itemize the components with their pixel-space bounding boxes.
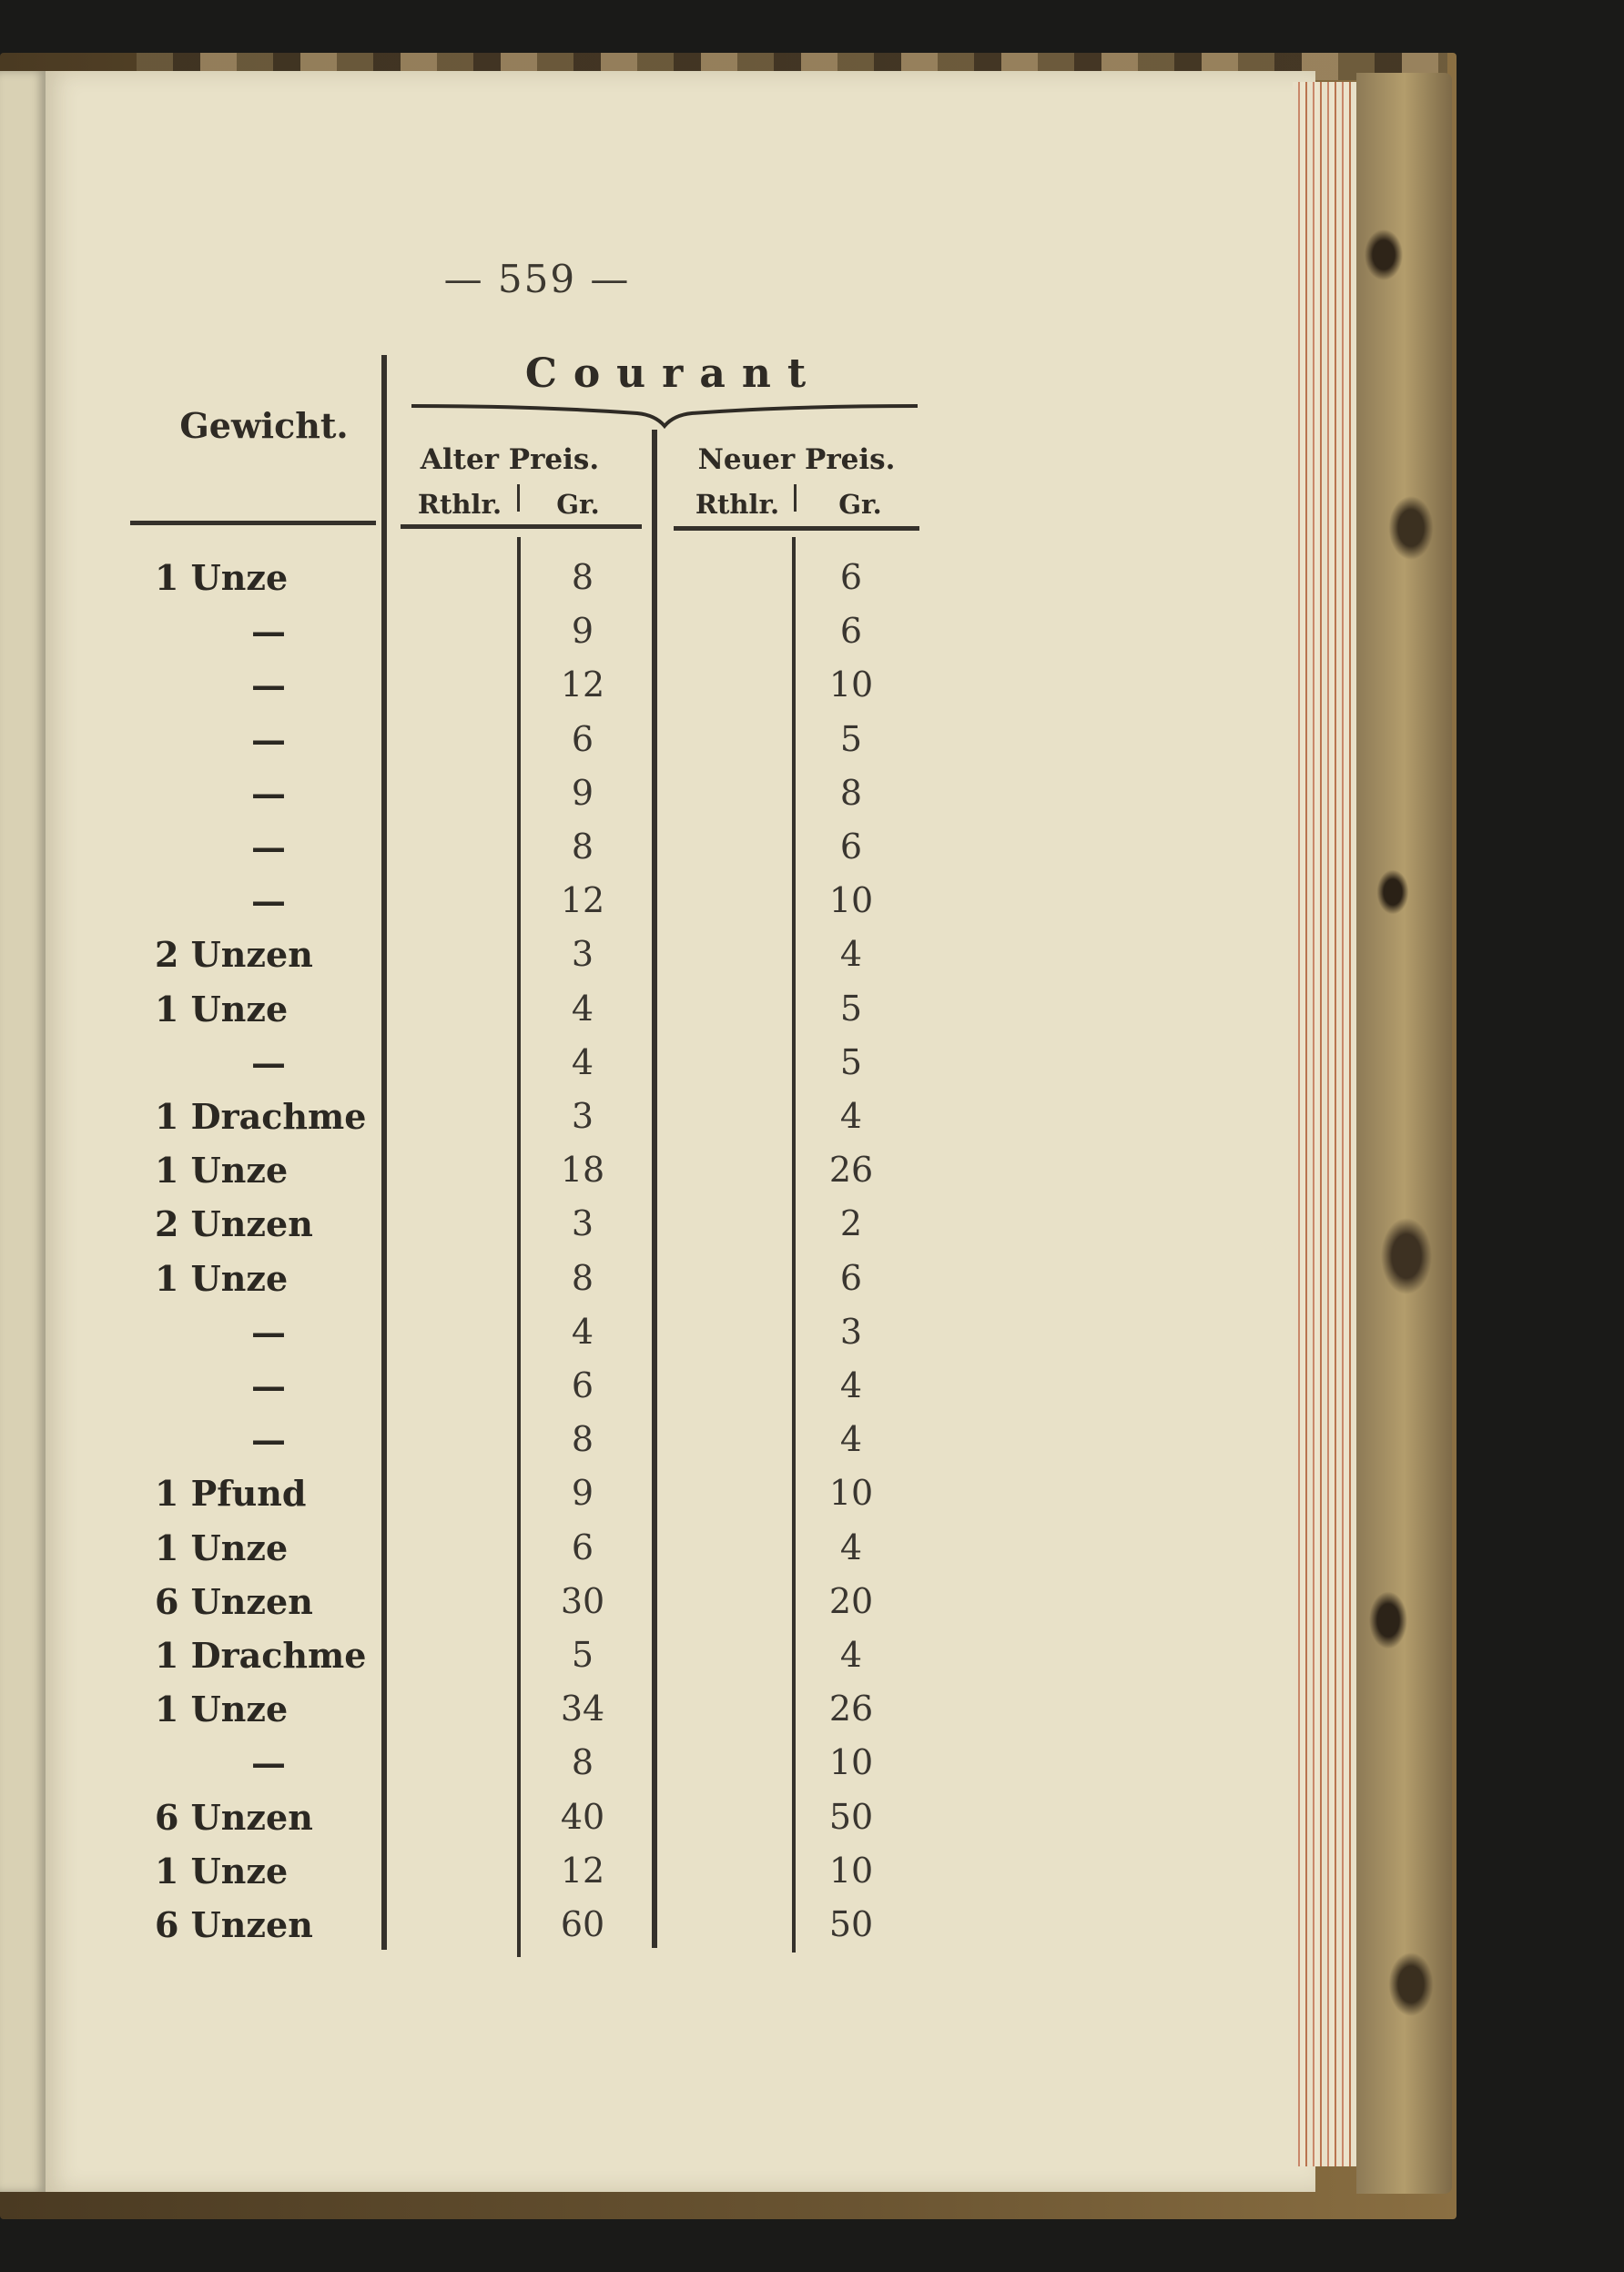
weight-cell: 6 Unzen: [155, 1904, 313, 1945]
weight-cell: —: [251, 1742, 286, 1784]
old-price-gr-cell: 9: [571, 772, 594, 813]
weight-cell: 1 Unze: [155, 1526, 289, 1568]
weight-cell: —: [251, 1311, 286, 1353]
new-price-gr-cell: 10: [828, 1473, 874, 1514]
table-row: [0, 1419, 1001, 1472]
old-price-gr-cell: 3: [571, 934, 594, 975]
brace-icon: [410, 402, 919, 430]
weight-column-header: Gewicht.: [179, 405, 349, 446]
old-price-header-rule: [401, 524, 642, 529]
old-price-gr-cell: 6: [571, 1526, 594, 1567]
old-rthlr-header: Rthlr.: [417, 489, 502, 520]
new-price-gr-cell: 26: [828, 1689, 874, 1729]
new-price-gr-cell: 5: [839, 1041, 863, 1082]
weight-cell: 1 Drachme: [155, 1635, 367, 1676]
table-row: [0, 827, 1001, 879]
table-row: [0, 557, 1001, 610]
table-row: [0, 1203, 1001, 1256]
old-price-gr-cell: 3: [571, 1203, 594, 1244]
old-price-gr-cell: 3: [571, 1096, 594, 1136]
table-row: [0, 1635, 1001, 1688]
old-gr-header: Gr.: [556, 489, 600, 520]
old-price-gr-cell: 12: [560, 664, 605, 705]
table-row: [0, 611, 1001, 664]
table-row: [0, 1904, 1001, 1957]
new-price-gr-cell: 5: [839, 718, 863, 759]
weight-cell: 1 Unze: [155, 557, 289, 598]
new-price-gr-cell: 4: [839, 1526, 863, 1567]
weight-cell: 6 Unzen: [155, 1796, 313, 1838]
table-row: [0, 773, 1001, 826]
new-price-gr-cell: 26: [828, 1150, 874, 1191]
weight-cell: 1 Pfund: [155, 1473, 307, 1515]
old-price-gr-cell: 8: [571, 557, 594, 597]
currency-header: Courant: [524, 350, 823, 397]
weight-cell: —: [251, 611, 286, 653]
table-row: [0, 1150, 1001, 1202]
old-price-gr-cell: 34: [560, 1689, 605, 1729]
weight-cell: 1 Unze: [155, 1850, 289, 1892]
new-price-gr-cell: 4: [839, 1096, 863, 1136]
new-price-gr-cell: 10: [828, 664, 874, 705]
old-price-gr-cell: 6: [571, 718, 594, 759]
weight-cell: —: [251, 772, 286, 814]
new-gr-header: Gr.: [838, 489, 882, 520]
old-price-gr-cell: 4: [571, 1041, 594, 1082]
table-row: [0, 1581, 1001, 1634]
column-divider-old-rthlr: [517, 484, 520, 512]
weight-cell: 1 Unze: [155, 988, 289, 1030]
old-price-gr-cell: 30: [560, 1580, 605, 1621]
weight-cell: —: [251, 1419, 286, 1461]
new-price-gr-cell: 5: [839, 988, 863, 1029]
new-price-header-rule: [674, 526, 919, 531]
new-price-gr-cell: 2: [839, 1203, 863, 1244]
old-price-gr-cell: 4: [571, 988, 594, 1029]
table-row: [0, 989, 1001, 1041]
table-row: [0, 880, 1001, 933]
weight-header-rule: [130, 521, 376, 525]
new-price-gr-cell: 4: [839, 1419, 863, 1460]
table-row: [0, 1042, 1001, 1095]
weight-cell: 2 Unzen: [155, 1203, 313, 1245]
old-price-gr-cell: 40: [560, 1796, 605, 1837]
table-row: [0, 1689, 1001, 1741]
new-price-gr-cell: 10: [828, 880, 874, 921]
new-price-gr-cell: 20: [828, 1580, 874, 1621]
old-price-gr-cell: 8: [571, 1742, 594, 1783]
new-price-gr-cell: 8: [839, 772, 863, 813]
weight-cell: —: [251, 718, 286, 760]
weight-cell: 1 Unze: [155, 1257, 289, 1299]
weight-cell: 1 Unze: [155, 1150, 289, 1192]
weight-cell: —: [251, 880, 286, 922]
table-row: [0, 934, 1001, 987]
weight-cell: —: [251, 1365, 286, 1406]
old-price-gr-cell: 12: [560, 1850, 605, 1891]
new-price-gr-cell: 4: [839, 1635, 863, 1675]
old-price-gr-cell: 18: [560, 1150, 605, 1191]
old-price-gr-cell: 9: [571, 1473, 594, 1514]
new-price-gr-cell: 10: [828, 1850, 874, 1891]
column-divider-new-rthlr: [794, 484, 797, 512]
old-price-header: Alter Preis.: [420, 443, 600, 476]
new-price-gr-cell: 3: [839, 1311, 863, 1352]
table-row: [0, 1312, 1001, 1364]
new-price-gr-cell: 6: [839, 611, 863, 652]
table-row: [0, 719, 1001, 772]
table-row: [0, 1742, 1001, 1795]
old-price-gr-cell: 5: [571, 1635, 594, 1675]
new-price-gr-cell: 10: [828, 1742, 874, 1783]
new-price-header: Neuer Preis.: [697, 443, 896, 476]
table-row: [0, 1258, 1001, 1311]
page-block-edges: [1293, 82, 1356, 2166]
new-price-gr-cell: 6: [839, 557, 863, 597]
weight-cell: 1 Drachme: [155, 1096, 367, 1137]
old-price-gr-cell: 12: [560, 880, 605, 921]
new-price-gr-cell: 6: [839, 827, 863, 867]
new-price-gr-cell: 50: [828, 1904, 874, 1944]
old-price-gr-cell: 8: [571, 1419, 594, 1460]
new-price-gr-cell: 4: [839, 934, 863, 975]
marbled-cover-edge: [1356, 73, 1452, 2194]
new-price-gr-cell: 50: [828, 1796, 874, 1837]
table-row: [0, 1096, 1001, 1149]
table-row: [0, 1365, 1001, 1418]
page-number: — 559 —: [443, 257, 631, 301]
new-price-gr-cell: 4: [839, 1365, 863, 1405]
table-row: [0, 1851, 1001, 1903]
old-price-gr-cell: 9: [571, 611, 594, 652]
old-price-gr-cell: 8: [571, 827, 594, 867]
old-price-gr-cell: 8: [571, 1257, 594, 1298]
new-price-gr-cell: 6: [839, 1257, 863, 1298]
weight-cell: 1 Unze: [155, 1689, 289, 1730]
old-price-gr-cell: 6: [571, 1365, 594, 1405]
table-row: [0, 664, 1001, 717]
old-price-gr-cell: 60: [560, 1904, 605, 1944]
table-row: [0, 1527, 1001, 1580]
table-row: [0, 1473, 1001, 1526]
weight-cell: 2 Unzen: [155, 934, 313, 976]
weight-cell: —: [251, 827, 286, 867]
old-price-gr-cell: 4: [571, 1311, 594, 1352]
table-row: [0, 1797, 1001, 1850]
new-rthlr-header: Rthlr.: [695, 489, 780, 520]
weight-cell: —: [251, 664, 286, 706]
weight-cell: 6 Unzen: [155, 1580, 313, 1622]
weight-cell: —: [251, 1041, 286, 1083]
